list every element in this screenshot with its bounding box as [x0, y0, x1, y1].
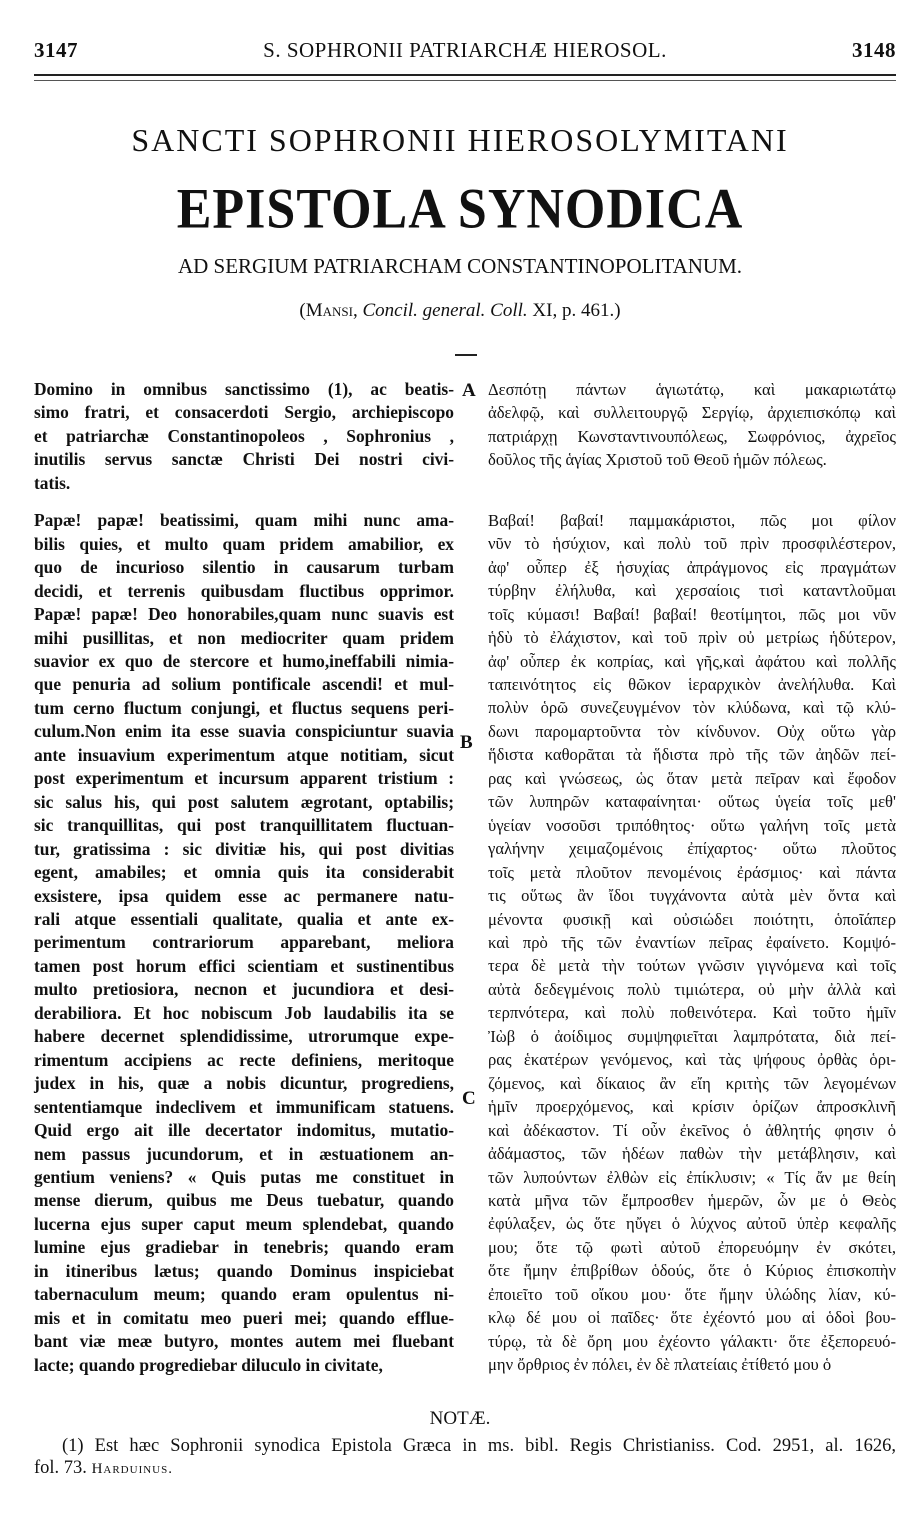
title-main: EPISTOLA SYNODICA: [176, 178, 744, 241]
greek-salutation: [488, 378, 896, 472]
greek-text-line: Ἰὼβ ὁ ἀοίδιμος συμψηφιεῖται λαμπρότατα, διὰ πεί-: [488, 1026, 896, 1046]
greek-text-line: ἡδὺ τὸ ἐλάχιστον, καὶ τοῦ πρὶν οὐ μετρίως ἡδύτερον,: [488, 628, 896, 648]
source-citation: (Mansi, Concil. general. Coll. XI, p. 461.): [299, 300, 621, 321]
greek-text-line: ἐποιεῖτο τοῦ οἴκου μου· ὅτε ἤμην ὑλώδης λίαν, κύ-: [488, 1284, 896, 1304]
greek-text-line: δοῦλος τῆς ἁγίας Χριστοῦ τοῦ Θεοῦ ἡμῶν πόλεως.: [488, 450, 827, 470]
greek-text-line: μένοντα φυσικῇ καὶ οὐσιώδει ποιότητι, ὁποῖάπερ: [488, 909, 896, 929]
greek-text-line: τύρῳ, τὰ δὲ ὄρη μου ἐχέοντο γάλακτι· ὅτε ἐξεπορευό-: [488, 1331, 896, 1351]
latin-salutation: [34, 378, 454, 495]
greek-text-line: μην ὄρθριος ἐν πόλει, ἐν δὲ πλατείαις ἐτίθετό μου ὁ: [488, 1355, 832, 1375]
latin-text-line: culum.Non enim ita esse suavia conspiciuntur suavia: [34, 721, 454, 742]
footnote-line-2: [34, 1458, 173, 1479]
paragraph-gap: [34, 495, 454, 509]
latin-body: [34, 509, 454, 1377]
latin-text-line: post experimentum et incursum apparent tristium :: [34, 768, 454, 789]
source-prefix: (: [299, 300, 306, 321]
latin-text-line: mis et in comitatu meo pueri mei; quando effluе-: [34, 1307, 454, 1328]
latin-text-line: multo pretiosiora, necnon et jucundiora et desi-: [34, 979, 454, 1000]
greek-text-line: τερπνότερα, καὶ πολὺ ποθεινότερα. Καὶ τοῦτο ἡμῖν: [488, 1003, 896, 1023]
header-rule-thick: [34, 74, 896, 76]
latin-column: [34, 378, 454, 1377]
greek-text-line: ἀφ' οὗπερ ἐξ ἡσυχίας ἀπράγμονος εἰς πραγμάτων: [488, 557, 896, 577]
footnote-author: Harduinus.: [91, 1461, 173, 1477]
greek-text-line: ἀδάμαστος, τῶν ἡδέων παθὼν τὴν μετάβλησιν, καὶ: [488, 1144, 896, 1164]
greek-text-line: τύρβην ἐλήλυθα, καὶ χερσαίοις τισὶ καταντλοῦμαι: [488, 581, 896, 601]
greek-text-line: μου; ὅτε τῷ φωτὶ αὐτοῦ ἐπορευόμην ἐν σκότει,: [488, 1237, 896, 1257]
latin-text-line: tamen post horum effici scientiam et sustinentibus: [34, 955, 454, 976]
latin-text-line: tatis.: [34, 472, 71, 493]
margin-marker-a: A: [462, 380, 476, 401]
running-title: S. SOPHRONII PATRIARCHÆ HIEROSOL.: [263, 38, 667, 62]
latin-text-line: derabiliora. Et hoc nobiscum Job laudabilis ita se: [34, 1002, 454, 1023]
latin-text-line: in itineribus lætus; quando Dominus inspiciebat: [34, 1260, 454, 1281]
latin-text-line: bant viæ meæ butyro, montes autem mei fluebant: [34, 1331, 454, 1352]
latin-text-line: nem passus jucundorum, et in æstuationem an-: [34, 1143, 454, 1164]
greek-text-line: ζόμενος, καὶ δίκαιος ἂν εἴη κριτὴς τῶν λεγομένων: [488, 1073, 896, 1093]
greek-text-line: αὐτὰ δεδεγμένοις πολὺ τιμιώτερα, οὐ μὴν ἀλλὰ καὶ: [488, 979, 896, 999]
latin-text-line: Papæ! papæ! Deo honorabiles,quam nunc suavis est: [34, 604, 454, 625]
greek-text-line: ἐφύλαξεν, ὡς ὅτε ηὔγει ὁ λύχνος αὐτοῦ ὑπὲρ κεφαλῆς: [488, 1214, 896, 1234]
latin-text-line: tabernaculum meum; quando eram opulentus ni-: [34, 1284, 454, 1305]
latin-text-line: egent, amabiles; et omnia quis ita considerabit: [34, 862, 454, 883]
greek-text-line: Δεσπότῃ πάντων ἁγιωτάτῳ, καὶ μακαριωτάτῳ: [488, 380, 896, 399]
greek-text-line: ρας καὶ γνώσεως, ὡς ὅταν μετὰ πεῖραν καὶ ἔφοδον: [488, 768, 896, 788]
margin-marker-b: B: [460, 732, 473, 753]
latin-text-line: et patriarchæ Constantinopoleos , Sophronius ,: [34, 425, 454, 446]
greek-body: [488, 509, 896, 1377]
latin-text-line: rimentum accipiens ac recte definiens, meritoque: [34, 1049, 454, 1070]
greek-text-line: ἡμῖν προερχόμενος, καὶ κρίσιν ὁρίζων ἀπροσκλινῆ: [488, 1097, 896, 1117]
greek-text-line: τῶν λυπηρῶν καταφαίνηται· οὕτως ὑγεία τοῖς μεθ': [488, 792, 896, 812]
greek-text-line: πολὺν ὁρῶ συνεζευγμένον τὸν κλύδωνα, καὶ τῷ κλύ-: [488, 698, 896, 718]
latin-text-line: simo fratri, et consacerdoti Sergio, archiepiscopo: [34, 402, 454, 423]
latin-text-line: gentium veniens? « Quis putas me constituet in: [34, 1166, 454, 1187]
latin-text-line: Papæ! papæ! beatissimi, quam mihi nunc ama-: [34, 510, 454, 531]
latin-text-line: tum cerno fluctum conjungi, et fluctus sequens peri-: [34, 697, 454, 718]
greek-text-line: κατὰ μῆνα τῶν ἔμπροσθεν ἡμερῶν, ὧν με ὁ Θεὸς: [488, 1190, 896, 1210]
latin-text-line: tur, gratissima : sic divitiæ his, qui post divitias: [34, 838, 454, 859]
running-header: [34, 38, 896, 72]
latin-text-line: mihi pusillitas, et non mediocriter quam pridem: [34, 627, 454, 648]
notes-heading: NOTÆ.: [429, 1408, 491, 1429]
header-rule-thin: [34, 80, 896, 81]
greek-text-line: γαλήνην χειμαζομένοις ἐπίχαρτος· οὕτω πλοῦτος: [488, 839, 896, 859]
greek-text-line: τοῖς μετὰ πλοῦτον πενομένοις ἐράσμιος· καὶ πάντα: [488, 862, 896, 882]
latin-text-line: perimentum contrariorum apparebant, meliora: [34, 932, 454, 953]
greek-text-line: πατριάρχῃ Κωνσταντινουπόλεως, Σωφρόνιος, ἀχρεῖος: [488, 426, 896, 446]
greek-text-line: τῶν λυπούντων ἐλθὼν εἰς ἐπίκλυσιν; « Τίς ἄν με θείη: [488, 1167, 896, 1187]
latin-text-line: lacte; quando progrediebar diluculo in civitate,: [34, 1354, 383, 1375]
latin-text-line: lumine ejus gradiebar in tenebris; quando eram: [34, 1237, 454, 1258]
title-line-1: SANCTI SOPHRONII HIEROSOLYMITANI: [131, 122, 789, 158]
greek-column: [488, 378, 896, 1377]
latin-text-line: Quid ergo ait ille decertator indomitus, mutatio-: [34, 1120, 454, 1141]
title-subtitle: AD SERGIUM PATRIARCHAM CONSTANTINOPOLITANUM.: [177, 254, 743, 278]
latin-text-line: mense dierum, quibus me Deus tuebatur, quando: [34, 1190, 454, 1211]
greek-text-line: ὑγείαν νοσοῦσι τριπόθητος· οὕτω γαλήνη τοῖς μετὰ: [488, 815, 896, 835]
greek-text-line: ταπεινότητος εἰς θῶκον ἱεραρχικὸν ἀνελήλυθα. Καὶ: [488, 674, 896, 694]
source-work: Concil. general. Coll.: [362, 300, 528, 321]
source-author: Mansi: [305, 300, 353, 321]
footnote-line-1: (1) Est hæc Sophronii synodica Epistola Græca in ms. bibl. Regis Christianiss. Cod. 2951, al. 1626,: [62, 1436, 896, 1456]
latin-text-line: sic tranquillitas, qui post tranquillitatem fluctuan-: [34, 815, 454, 836]
latin-text-line: judex in his, quæ a nobis dicuntur, progrediens,: [34, 1073, 454, 1094]
latin-text-line: sententiamque indeclivem et immunificam statuens.: [34, 1096, 454, 1117]
greek-text-line: Βαβαί! βαβαί! παμμακάριστοι, πῶς μοι φίλον: [488, 510, 896, 530]
greek-text-line: ἥδιστα καθορᾶται τὰ ἥδιστα πρὸ τῆς τῶν ἀηδῶν πεί-: [488, 745, 896, 765]
latin-text-line: suavior ex quo de stercore et humo,ineffabili nimia-: [34, 650, 454, 671]
page-number-right: 3148: [852, 38, 896, 62]
greek-text-line: καὶ ἀδέκαστον. Τί οὖν ἐκεῖνος ὁ ἀθλητής φησιν ὁ: [488, 1120, 896, 1140]
greek-text-line: δωνι παρομαρτοῦντα τὸν κίνδυνον. Οὐχ οὕτω γὰρ: [488, 721, 896, 741]
margin-marker-c: C: [462, 1088, 476, 1109]
latin-text-line: lucerna ejus super caput meum splendebat, quando: [34, 1213, 454, 1234]
greek-text-line: τις οὕτως ἂν ἴδοι τυγχάνοντα αὐτὰ μὲν ὄντα καὶ: [488, 886, 896, 906]
source-ref: XI, p. 461.): [527, 300, 621, 321]
page-number-left: 3147: [34, 38, 78, 62]
latin-text-line: exsistere, ipsa quidem esse ac permanere natu-: [34, 885, 454, 906]
greek-text-line: ὅτε ἤμην ἐπιβρίθων ὁδούς, ὅτε ὁ Κύριος ἐπισκοπὴν: [488, 1261, 896, 1281]
greek-text-line: νῦν τὸ ἡσύχιον, καὶ πολὺ τοῦ πρὶν προσφιλέστερον,: [488, 534, 896, 554]
latin-text-line: ante insuavium experimentum atque notitiam, sicut: [34, 744, 454, 765]
latin-text-line: habere decernet splendidissime, utrorumque expe-: [34, 1026, 454, 1047]
greek-text-line: καὶ πρὸ τῆς τῶν ἐναντίων πεῖρας ἐφαίνετο. Κομψό-: [488, 932, 896, 952]
latin-text-line: decidi, et terrenis quibusdam fluctibus opprimor.: [34, 580, 454, 601]
title-separator: [455, 354, 477, 356]
latin-text-line: rali atque essentiali qualitate, qualia et ante ex-: [34, 908, 454, 929]
latin-text-line: quo de incurioso silentio in causarum turbam: [34, 557, 454, 578]
greek-text-line: ἀδελφῷ, καὶ συλλειτουργῷ Σεργίῳ, ἀρχιεπισκόπῳ καὶ: [488, 403, 896, 423]
greek-text-line: ἀφ' οὗπερ ἐκ κοπρίας, καὶ γῆς,καὶ ἀφάτου καὶ πολλῆς: [488, 651, 896, 671]
greek-text-line: τερα δὲ μετὰ τὴν τούτων γνῶσιν γιγνόμενα καὶ τοῖς: [488, 956, 896, 976]
latin-text-line: Domino in omnibus sanctissimo (1), ac beatis-: [34, 379, 454, 399]
latin-text-line: bilis quies, et multo quam pridem amabilior, ex: [34, 533, 454, 554]
latin-text-line: que penuria ad solium pontificale ascendi! et mul-: [34, 674, 454, 695]
greek-text-line: τοῖς κύμασι! Βαβαί! βαβαί! θεοτίμητοι, πῶς μοι νῦν: [488, 604, 896, 624]
footnote-ref: fol. 73.: [34, 1458, 92, 1478]
latin-text-line: sic salus his, qui post salutem ægrotant, optabilis;: [34, 791, 454, 812]
greek-text-line: ρας ἑκατέρων γενόμενος, καὶ τὰς ψήφους ὀρθὰς ὁρι-: [488, 1050, 896, 1070]
paragraph-gap: [488, 472, 896, 509]
latin-text-line: inutilis servus sanctæ Christi Dei nostri civi-: [34, 449, 454, 470]
greek-text-line: κλῳ δέ μου οἱ παῖδες· ὅτε ἐχέοντό μου αἱ ὁδοὶ βου-: [488, 1308, 896, 1328]
